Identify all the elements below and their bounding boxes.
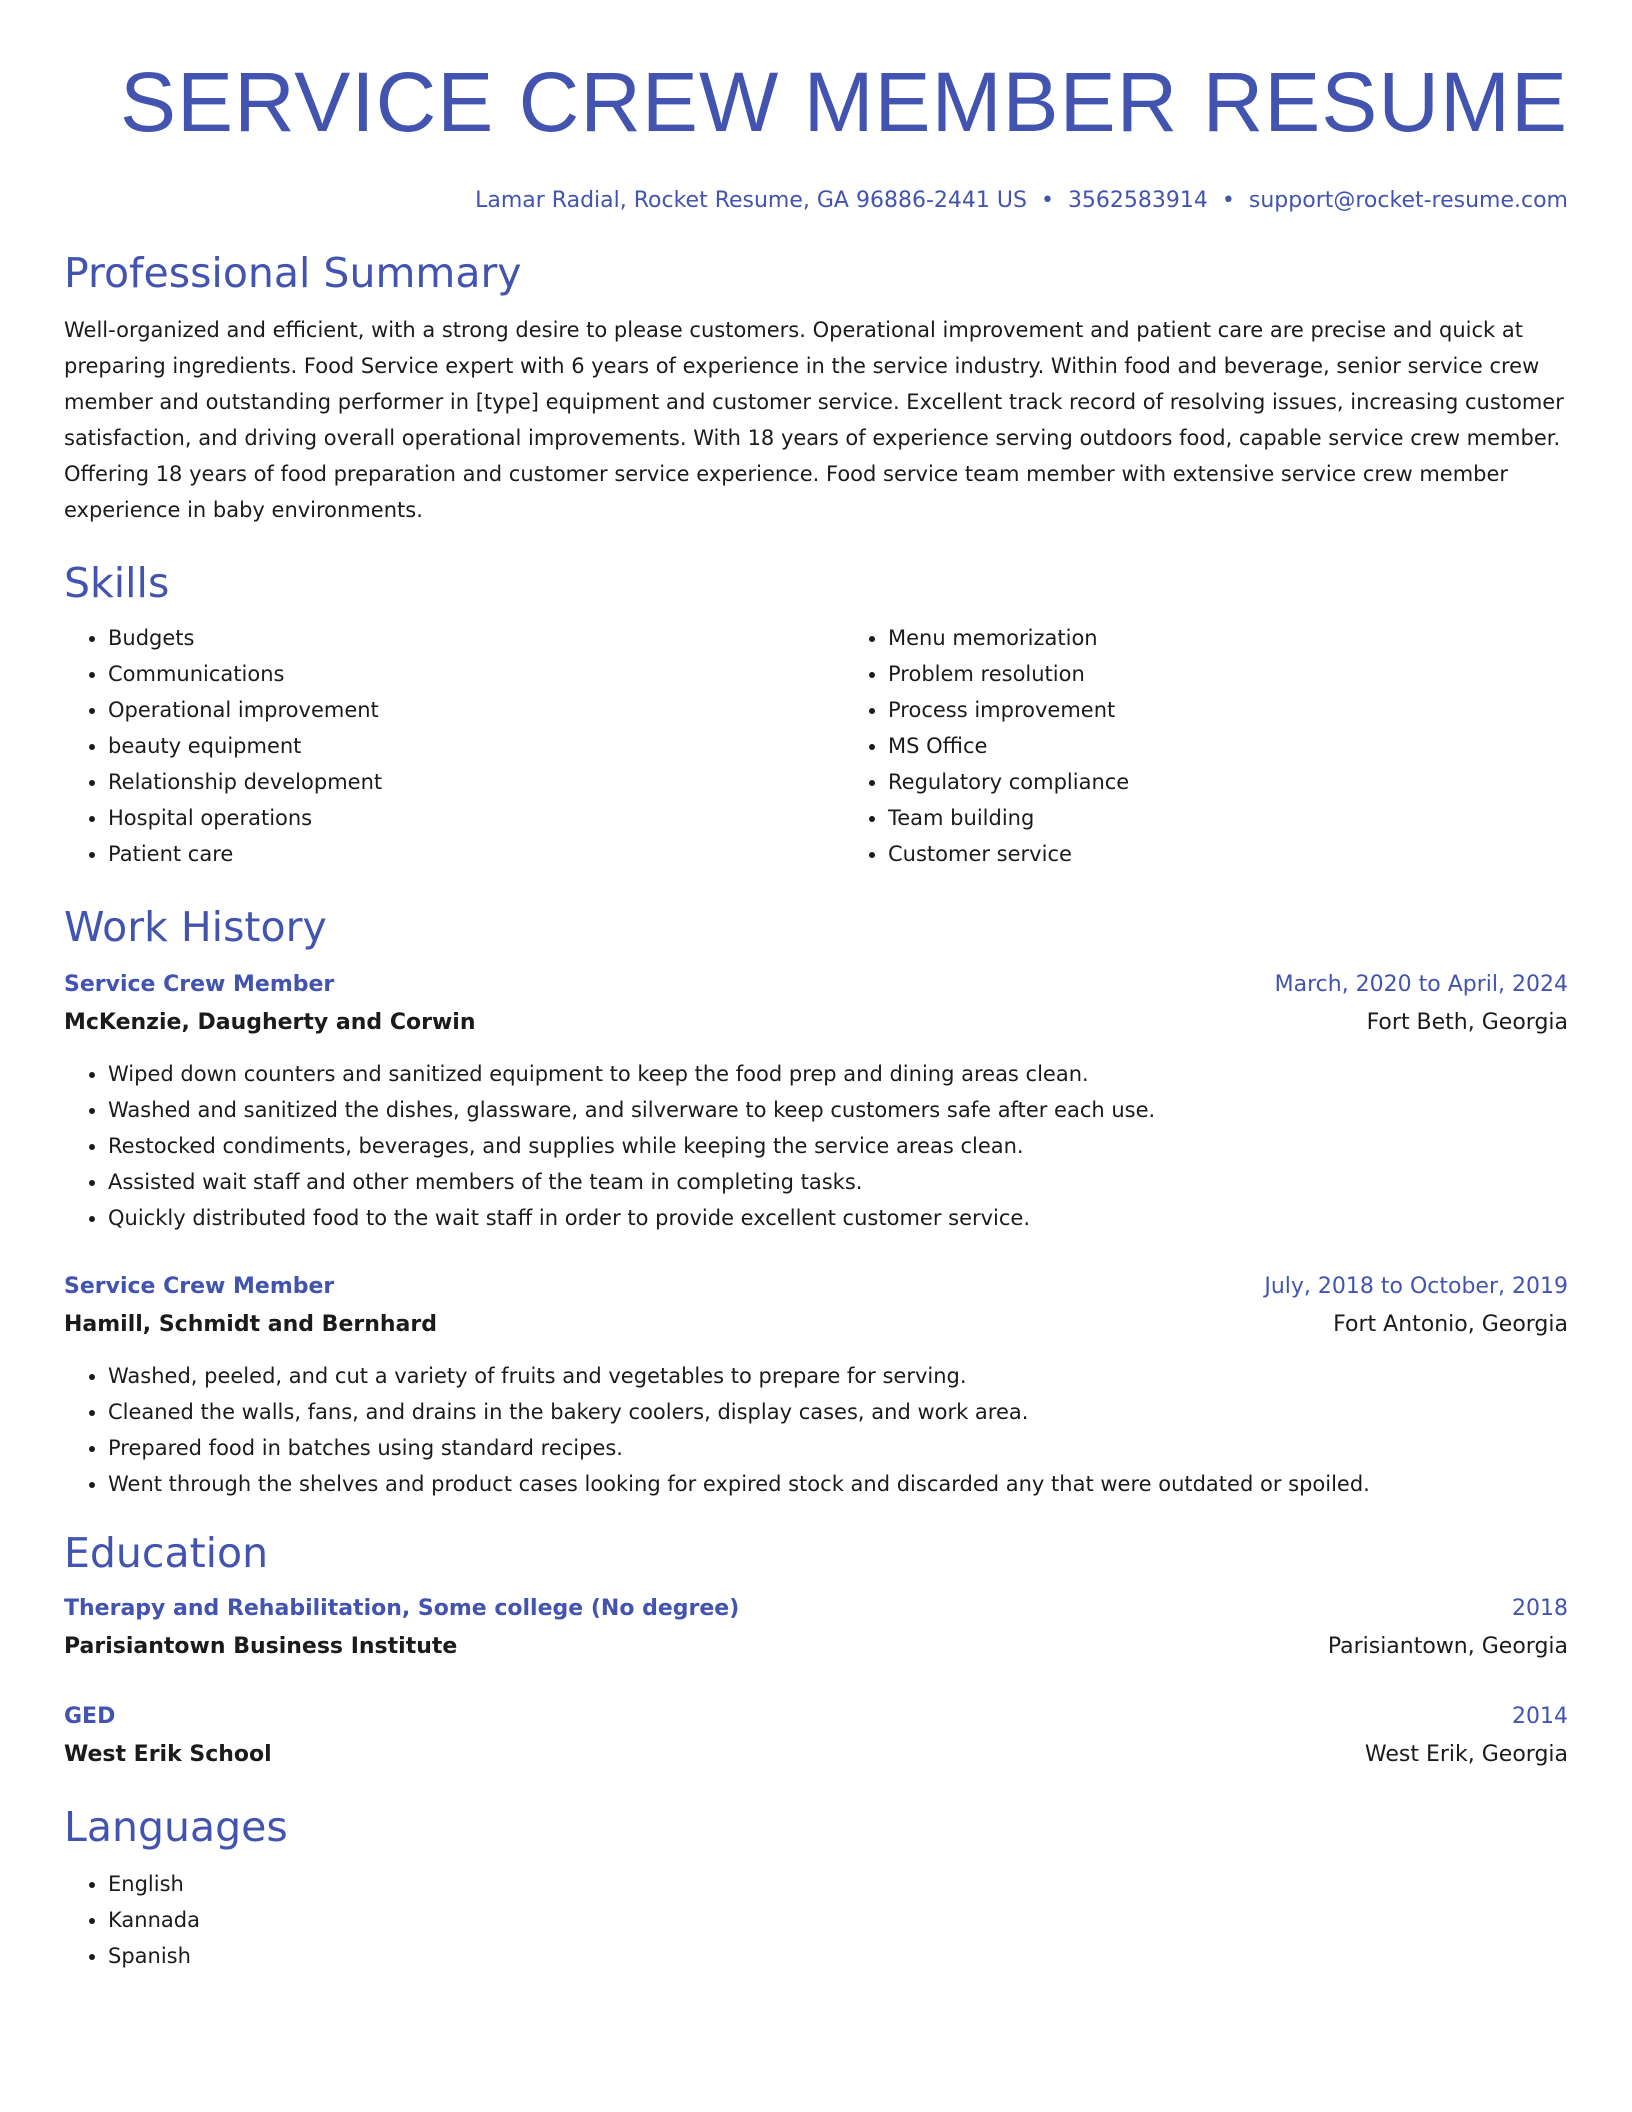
skills-column-left xyxy=(64,620,844,872)
job-entry xyxy=(64,966,1568,1236)
job-bullet: • Prepared food in batches using standard recipes. xyxy=(108,1430,1568,1466)
job-header xyxy=(64,1268,1568,1306)
skill-item: • Process improvement xyxy=(888,692,1624,728)
skill-item: • beauty equipment xyxy=(108,728,844,764)
education-entry xyxy=(64,1698,1568,1774)
contact-phone: 3562583914 xyxy=(1067,188,1208,213)
education-subheader xyxy=(64,1736,1568,1774)
language-item: • English xyxy=(108,1866,1568,1902)
job-header xyxy=(64,966,1568,1004)
education-year: 2018 xyxy=(1512,1596,1568,1621)
skill-item: • Relationship development xyxy=(108,764,844,800)
job-bullet: • Cleaned the walls, fans, and drains in the bakery coolers, display cases, and work area. xyxy=(108,1394,1568,1430)
job-dates: July, 2018 to October, 2019 xyxy=(1264,1274,1568,1299)
job-bullet: • Went through the shelves and product cases looking for expired stock and discarded any that were outdated or spoiled. xyxy=(108,1466,1568,1502)
resume-title: SERVICE CREW MEMBER RESUME xyxy=(120,55,1568,149)
skill-item: • Regulatory compliance xyxy=(888,764,1624,800)
skill-item: • Operational improvement xyxy=(108,692,844,728)
contact-email: support@rocket-resume.com xyxy=(1248,188,1568,213)
work-history-heading: Work History xyxy=(64,903,327,951)
education-location: Parisiantown, Georgia xyxy=(1327,1634,1568,1659)
education-heading: Education xyxy=(64,1529,269,1577)
education-entry xyxy=(64,1590,1568,1666)
job-bullet: • Wiped down counters and sanitized equipment to keep the food prep and dining areas clean. xyxy=(108,1056,1568,1092)
education-school: West Erik School xyxy=(64,1742,272,1767)
job-bullets xyxy=(64,1358,1568,1502)
skill-item: • Hospital operations xyxy=(108,800,844,836)
language-item: • Kannada xyxy=(108,1902,1568,1938)
job-dates: March, 2020 to April, 2024 xyxy=(1274,972,1568,997)
contact-separator: • xyxy=(1221,188,1235,213)
education-header xyxy=(64,1590,1568,1628)
job-employer: McKenzie, Daugherty and Corwin xyxy=(64,1010,476,1035)
education-year: 2014 xyxy=(1512,1704,1568,1729)
skills-heading: Skills xyxy=(64,559,170,607)
job-subheader xyxy=(64,1004,1568,1042)
skill-item: • Menu memorization xyxy=(888,620,1624,656)
skill-item: • Patient care xyxy=(108,836,844,872)
contact-separator: • xyxy=(1040,188,1054,213)
job-employer: Hamill, Schmidt and Bernhard xyxy=(64,1312,437,1337)
skill-item: • Communications xyxy=(108,656,844,692)
education-school: Parisiantown Business Institute xyxy=(64,1634,458,1659)
job-title: Service Crew Member xyxy=(64,1274,335,1299)
skills-column-right xyxy=(844,620,1624,872)
skill-item: • Team building xyxy=(888,800,1624,836)
job-entry xyxy=(64,1268,1568,1502)
summary-text: Well-organized and efficient, with a strong desire to please customers. Operational improvement and patient care are precise and quick at preparing ingredients. Food Service expert with 6 years of experience in the service industry. Within food and beverage, senior service crew member and outstanding performer in [type] equipment and customer service. Excellent track record of resolving issues, increasing customer satisfaction, and driving overall operational improvements. With 18 years of experience serving outdoors food, capable service crew member. Offering 18 years of food preparation and customer service experience. Food service team member with extensive service crew member experience in baby environments. xyxy=(64,318,1564,522)
language-item: • Spanish xyxy=(108,1938,1568,1974)
summary-heading: Professional Summary xyxy=(64,249,522,297)
education-location: West Erik, Georgia xyxy=(1364,1742,1568,1767)
contact-line xyxy=(64,186,1568,216)
languages-list xyxy=(64,1866,1568,1974)
contact-address: Lamar Radial, Rocket Resume, GA 96886-2441 US xyxy=(475,188,1027,213)
job-location: Fort Antonio, Georgia xyxy=(1333,1312,1568,1337)
job-location: Fort Beth, Georgia xyxy=(1366,1010,1568,1035)
job-title: Service Crew Member xyxy=(64,972,335,997)
skill-item: • MS Office xyxy=(888,728,1624,764)
education-header xyxy=(64,1698,1568,1736)
job-bullet: • Washed and sanitized the dishes, glassware, and silverware to keep customers safe after each use. xyxy=(108,1092,1568,1128)
education-degree: GED xyxy=(64,1704,116,1729)
skill-item: • Budgets xyxy=(108,620,844,656)
education-subheader xyxy=(64,1628,1568,1666)
skill-item: • Problem resolution xyxy=(888,656,1624,692)
job-bullet: • Washed, peeled, and cut a variety of fruits and vegetables to prepare for serving. xyxy=(108,1358,1568,1394)
skill-item: • Customer service xyxy=(888,836,1624,872)
job-bullet: • Quickly distributed food to the wait staff in order to provide excellent customer service. xyxy=(108,1200,1568,1236)
job-bullet: • Restocked condiments, beverages, and supplies while keeping the service areas clean. xyxy=(108,1128,1568,1164)
job-bullets xyxy=(64,1056,1568,1236)
job-bullet: • Assisted wait staff and other members of the team in completing tasks. xyxy=(108,1164,1568,1200)
job-subheader xyxy=(64,1306,1568,1344)
skills-list xyxy=(64,620,1568,872)
education-degree: Therapy and Rehabilitation, Some college (No degree) xyxy=(64,1596,740,1621)
languages-heading: Languages xyxy=(64,1803,288,1851)
